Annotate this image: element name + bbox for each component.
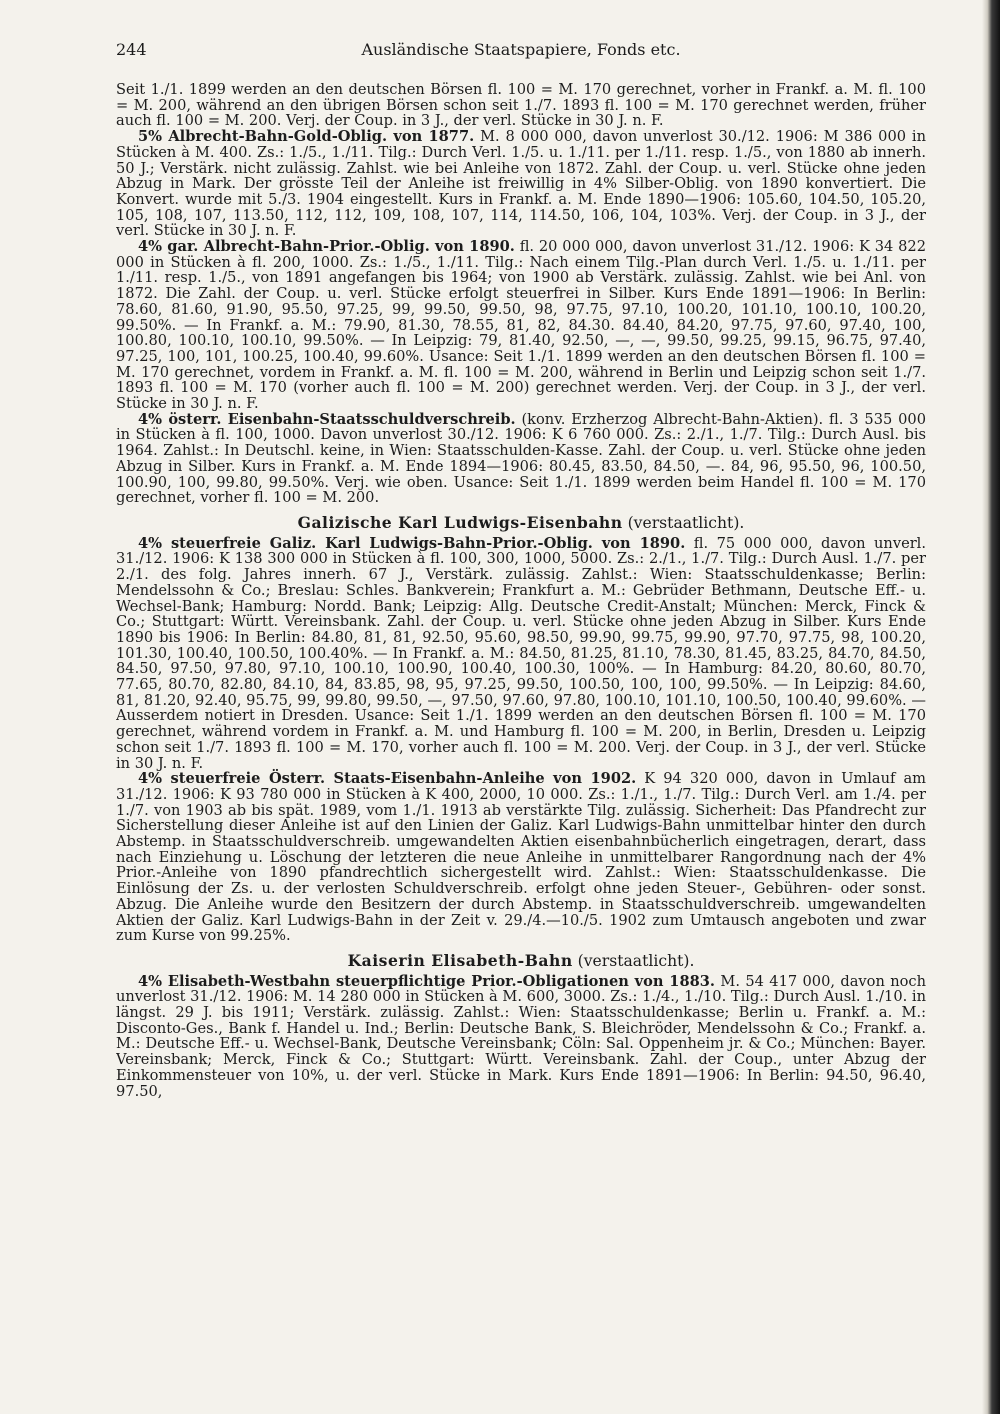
- document-page: [116, 34, 926, 1404]
- bond-title: 5% Albrecht-Bahn-Gold-Oblig. von 1877.: [138, 128, 475, 146]
- bond-entry: [116, 412, 926, 506]
- bond-text: fl. 75 000 000, davon unverl. 31./12. 1906: K 138 300 000 in Stücken à fl. 100, 300, 1000, 5000. Zs.: 2./1., 1./7. Tilg.: Durch Ausl. 1./7. per 2./1. des folg. Jahres innerh. 67 J., Verstärk. zulässig. Zahlst.: Wien: Staatsschuldenkasse; Berlin: Mendelssohn & Co.; Breslau: Schles. Bankverein; Frankfurt a. M.: Gebrüder Bethmann, Deutsche Eff.- u. Wechsel-Bank; Hamburg: Nordd. Bank; Leipzig: Allg. Deutsche Credit-Anstalt; München: Merck, Finck & Co.; Stuttgart: Württ. Vereinsbank. Zahl. der Coup. u. verl. Stücke ohne jeden Abzug in Silber. Kurs Ende 1890 bis 1906: In Berlin: 84.80, 81, 81, 92.50, 95.60, 98.50, 99.90, 99.75, 99.90, 97.70, 97.75, 98, 100.20, 101.30, 100.40, 100.50, 100.40%. — In Frankf. a. M.: 84.50, 81.25, 81.10, 78.30, 81.45, 83.25, 84.70, 84.50, 84.50, 97.50, 97.80, 97.10, 100.10, 100.90, 100.40, 100.30, 100%. — In Hamburg: 84.20, 80.60, 80.70, 77.65, 80.70, 82.80, 84.10, 84, 83.85, 98, 95, 97.25, 99.50, 100.50, 100, 100, 99.50%. — In Leipzig: 84.60, 81, 81.20, 92.40, 95.75, 99, 99.80, 99.50, —, 97.50, 97.60, 97.80, 100.10, 101.10, 100.50, 100.40, 99.60%. — Ausserdem notiert in Dresden. Usance: Seit 1./1. 1899 werden an den deutschen Börsen fl. 100 = M. 170 gerechnet, während vordem in Frankf. a. M. und Hamburg fl. 100 = M. 200, in Berlin, Dresden u. Leipzig schon seit 1./7. 1893 fl. 100 = M. 170, vorher auch fl. 100 = M. 200. Verj. der Coup. in 3 J., der verl. Stücke in 30 J. n. F.: [116, 534, 926, 772]
- section-heading-galizische: [116, 512, 926, 532]
- bond-text: M. 8 000 000, davon unverlost 30./12. 1906: M 386 000 in Stücken à M. 400. Zs.: 1./5., 1./11. Tilg.: Durch Verl. 1./5. u. 1./11. per 1./11. resp. 1./5., von 1880 ab innerh. 50 J.; Verstärk. nicht zulässig. Zahlst. wie bei Anleihe von 1872. Zahl. der Coup. u. verl. Stücke ohne jeden Abzug in Mark. Der grösste Teil der Anleihe ist freiwillig in 4% Silber-Oblig. von 1890 konvertiert. Die Konvert. wurde mit 5./3. 1904 eingestellt. Kurs in Frankf. a. M. Ende 1890—1906: 105.60, 104.50, 105.20, 105, 108, 107, 113.50, 112, 112, 109, 108, 107, 114, 114.50, 106, 104, 103%. Verj. der Coup. in 3 J., der verl. Stücke in 30 J. n. F.: [116, 128, 926, 240]
- bond-entry: [116, 129, 926, 239]
- bond-title: 4% steuerfreie Galiz. Karl Ludwigs-Bahn-Prior.-Oblig. von 1890.: [138, 534, 686, 552]
- bond-title: 4% österr. Eisenbahn-Staatsschuldverschreib.: [138, 410, 516, 428]
- section-name: Galizische Karl Ludwigs-Eisenbahn: [297, 512, 623, 532]
- bond-entry: [116, 974, 926, 1100]
- section-heading-kaiserin: [116, 950, 926, 970]
- page-edge-shadow: [982, 0, 1000, 1414]
- section-name: Kaiserin Elisabeth-Bahn: [347, 950, 573, 970]
- section-note: (verstaatlicht).: [627, 513, 745, 532]
- bond-text: fl. 20 000 000, davon unverlost 31./12. 1906: K 34 822 000 in Stücken à fl. 200, 1000. Zs.: 1./5., 1./11. Tilg.: Nach einem Tilg.-Plan durch Verl. 1./5. u. 1./11. per 1./11. resp. 1./5., von 1891 angefangen bis 1964; von 1900 ab Verstärk. zulässig. Zahlst. wie bei Anl. von 1872. Die Zahl. der Coup. u. verl. Stücke erfolgt steuerfrei in Silber. Kurs Ende 1891—1906: In Berlin: 78.60, 81.60, 91.90, 95.50, 97.25, 99, 99.50, 99.50, 98, 97.75, 97.10, 100.20, 101.10, 100.10, 100.20, 99.50%. — In Frankf. a. M.: 79.90, 81.30, 78.55, 81, 82, 84.30. 84.40, 84.20, 97.75, 97.60, 97.40, 100, 100.80, 100.10, 100.10, 99.50%. — In Leipzig: 79, 81.40, 92.50, —, —, 99.50, 99.25, 99.15, 96.75, 97.40, 97.25, 100, 101, 100.25, 100.40, 99.60%. Usance: Seit 1./1. 1899 werden an den deutschen Börsen fl. 100 = M. 170 gerechnet, vordem in Frankf. a. M. fl. 100 = M. 200, während in Berlin und Leipzig schon seit 1./7. 1893 fl. 100 = M. 170 (vorher auch fl. 100 = M. 200) gerechnet werden. Verj. der Coup. in 3 J., der verl. Stücke in 30 J. n. F.: [116, 238, 926, 413]
- bond-text: (konv. Erzherzog Albrecht-Bahn-Aktien). fl. 3 535 000 in Stücken à fl. 100, 1000. Davon unverlost 30./12. 1906: K 6 760 000. Zs.: 2./1., 1./7. Tilg.: Durch Ausl. bis 1964. Zahlst.: In Deutschl. keine, in Wien: Staatsschulden-Kasse. Zahl. der Coup. u. verl. Stücke ohne jeden Abzug in Silber. Kurs in Frankf. a. M. Ende 1894—1906: 80.45, 83.50, 84.50, —. 84, 96, 95.50, 96, 100.50, 100.90, 100, 99.80, 99.50%. Verj. wie oben. Usance: Seit 1./1. 1899 werden beim Handel fl. 100 = M. 170 gerechnet, vorher fl. 100 = M. 200.: [116, 410, 926, 507]
- bond-text: K 94 320 000, davon in Umlauf am 31./12. 1906: K 93 780 000 in Stücken à K 400, 2000, 10 000. Zs.: 1./1., 1./7. Tilg.: Durch Verl. am 1./4. per 1./7. von 1903 ab bis spät. 1989, vom 1./1. 1913 ab verstärkte Tilg. zulässig. Sicherheit: Das Pfandrecht zur Sicherstellung dieser Anleihe ist auf den Linien der Galiz. Karl Ludwigs-Bahn unmittelbar hinter den durch Abstemp. in Staatsschuldverschreib. umgewandelten Aktien eisenbahnbücherlich eingetragen, derart, dass nach Einziehung u. Löschung der letzteren die neue Anleihe in unmittelbarer Rangordnung nach der 4% Prior.-Anleihe von 1890 pfandrechtlich sichergestellt wird. Zahlst.: Wien: Staatsschuldenkasse. Die Einlösung der Zs. u. der verlosten Schuldverschreib. erfolgt ohne jeden Steuer-, Gebühren- oder sonst. Abzug. Die Anleihe wurde den Besitzern der durch Abstemp. in Staatsschuldverschreib. umgewandelten Aktien der Galiz. Karl Ludwigs-Bahn in der Zeit v. 29./4.—10./5. 1902 zum Umtausch angeboten und zwar zum Kurse von 99.25%.: [116, 770, 926, 945]
- intro-paragraph: Seit 1./1. 1899 werden an den deutschen Börsen fl. 100 = M. 170 gerechnet, vorher in Frankf. a. M. fl. 100 = M. 200, während an den übrigen Börsen schon seit 1./7. 1893 fl. 100 = M. 170 gerechnet werden, früher auch fl. 100 = M. 200. Verj. der Coup. in 3 J., der verl. Stücke in 30 J. n. F.: [116, 81, 926, 130]
- running-title: Ausländische Staatspapiere, Fonds etc.: [361, 40, 681, 60]
- bond-entry: [116, 536, 926, 772]
- bond-text: M. 54 417 000, davon noch unverlost 31./12. 1906: M. 14 280 000 in Stücken à M. 600, 3000. Zs.: 1./4., 1./10. Tilg.: Durch Ausl. 1./10. in längst. 29 J. bis 1911; Verstärk. zulässig. Zahlst.: Wien: Staatsschuldenkasse; Berlin u. Frankf. a. M.: Disconto-Ges., Bank f. Handel u. Ind.; Berlin: Deutsche Bank, S. Bleichröder, Mendelssohn & Co.; Frankf. a. M.: Deutsche Eff.- u. Wechsel-Bank, Deutsche Vereinsbank; Cöln: Sal. Oppenheim jr. & Co.; München: Bayer. Vereinsbank; Merck, Finck & Co.; Stuttgart: Württ. Vereinsbank. Zahl. der Coup., unter Abzug der Einkommensteuer von 10%, u. der verl. Stücke in Mark. Kurs Ende 1891—1906: In Berlin: 94.50, 96.40, 97.50,: [116, 972, 926, 1100]
- bond-entry: [116, 771, 926, 944]
- bond-title: 4% steuerfreie Österr. Staats-Eisenbahn-Anleihe von 1902.: [138, 770, 637, 788]
- bond-title: 4% Elisabeth-Westbahn steuerpflichtige Prior.-Obligationen von 1883.: [138, 972, 716, 990]
- bond-entry: [116, 239, 926, 412]
- section-note: (verstaatlicht).: [577, 951, 695, 970]
- page-number: 244: [116, 40, 147, 60]
- bond-title: 4% gar. Albrecht-Bahn-Prior.-Oblig. von 1890.: [138, 238, 515, 256]
- page-header: [116, 34, 926, 58]
